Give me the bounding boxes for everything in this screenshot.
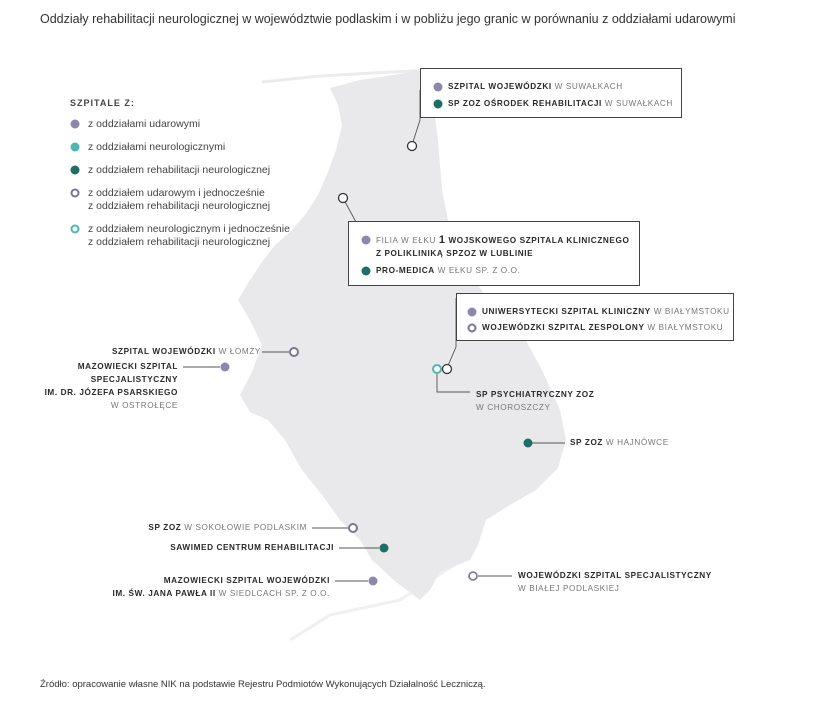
hospital-name: WOJEWÓDZKI SZPITAL ZESPOLONY: [482, 323, 645, 332]
hospital-location: W SIEDLCACH SP. Z O.O.: [218, 589, 330, 598]
legend-item-stroke: [70, 118, 348, 131]
hospital-location: W OSTROŁĘCE: [110, 401, 178, 410]
purple-dot-icon: [433, 82, 443, 92]
label-sawimed: [170, 541, 334, 554]
hospital-name: MAZOWIECKI SZPITAL WOJEWÓDZKI: [163, 576, 330, 585]
hospital-name: IM. ŚW. JANA PAWŁA II: [112, 589, 216, 598]
callout-row: [376, 265, 520, 277]
hospital-name: MAZOWIECKI SZPITAL: [77, 362, 178, 371]
teal-dot-icon: [70, 142, 80, 152]
label-biala: [518, 569, 712, 595]
callout-bialystok: [456, 293, 734, 341]
legend-label: z oddziałem udarowym i jednocześnie: [88, 187, 265, 199]
legend-label: z oddziałami neurologicznymi: [88, 141, 226, 153]
legend-item-rehab: [70, 164, 348, 177]
hospital-location: W EŁKU SP. Z O.O.: [437, 266, 521, 275]
marker-lomza: [290, 348, 298, 356]
hospital-location: W SUWAŁKACH: [554, 82, 623, 91]
marker-ostroleka: [221, 363, 230, 372]
label-ostroleka: [45, 360, 178, 412]
hospital-name: SP ZOZ OŚRODEK REHABILITACJI: [448, 99, 602, 108]
legend-item-neuro: [70, 141, 348, 154]
callout-elk: [348, 221, 640, 286]
purple-dot-icon: [467, 307, 477, 317]
legend-item-neuro-rehab: [70, 223, 348, 249]
legend-label: z oddziałami udarowymi: [88, 118, 201, 130]
purple-dot-icon: [361, 235, 371, 245]
callout-row: [482, 322, 723, 334]
hospital-name: WOJSKOWEGO SZPITALA KLINICZNEGO: [448, 236, 630, 245]
callout-row: [376, 248, 533, 260]
hospital-location: W ŁOMŻY: [218, 347, 261, 356]
hospital-location: W SOKOŁOWIE PODLASKIM: [184, 523, 307, 532]
hospital-name: IM. DR. JÓZEFA PSARSKIEGO: [44, 388, 178, 397]
dark-teal-dot-icon: [70, 165, 80, 175]
hospital-name: PRO-MEDICA: [376, 266, 435, 275]
marker-sokolow: [349, 524, 357, 532]
marker-siedlce: [369, 577, 378, 586]
hospital-branch: FILIA W EŁKU: [376, 236, 436, 245]
hospital-location: W BIAŁYMSTOKU: [647, 323, 724, 332]
dark-teal-dot-icon: [361, 266, 371, 276]
callout-row: [448, 98, 673, 110]
purple-ring-icon: [70, 188, 80, 198]
hospital-name: SZPITAL WOJEWÓDZKI: [111, 347, 216, 356]
marker-biala: [469, 572, 477, 580]
label-siedlce: [113, 574, 330, 600]
legend-item-stroke-rehab: [70, 187, 348, 213]
callout-row: [448, 81, 623, 93]
label-choroszcz: [476, 388, 594, 414]
marker-suwalki: [408, 142, 417, 151]
purple-ring-icon: [467, 323, 477, 333]
hospital-location: W CHOROSZCZY: [476, 403, 551, 412]
marker-bialystok: [443, 365, 452, 374]
legend: [70, 98, 348, 259]
purple-dot-icon: [70, 119, 80, 129]
label-hajnowka: [570, 436, 669, 449]
hospital-name: SP PSYCHIATRYCZNY ZOZ: [476, 390, 595, 399]
hospital-name: SAWIMED CENTRUM REHABILITACJI: [170, 543, 334, 552]
hospital-name: SPECJALISTYCZNY: [90, 375, 178, 384]
hospital-name: SP ZOZ: [148, 523, 182, 532]
hospital-name: SP ZOZ: [570, 438, 604, 447]
legend-label: z oddziałem rehabilitacji neurologicznej: [88, 236, 271, 248]
hospital-location: W SUWAŁKACH: [604, 99, 673, 108]
hospital-number: 1: [438, 234, 446, 246]
legend-heading: SZPITALE Z:: [70, 98, 135, 108]
legend-label: z oddziałem rehabilitacji neurologicznej: [88, 164, 271, 176]
teal-ring-icon: [70, 224, 80, 234]
hospital-location: W BIAŁEJ PODLASKIEJ: [518, 584, 620, 593]
marker-hajnowka: [524, 439, 533, 448]
hospital-name: SZPITAL WOJEWÓDZKI: [448, 82, 552, 91]
source-note: Źródło: opracowanie własne NIK na podstawie Rejestru Podmiotów Wykonujących Działalność Leczniczą.: [40, 679, 486, 690]
callout-suwalki: [420, 68, 682, 118]
hospital-name-cont: Z POLIKLINIKĄ SPZOZ W LUBLINIE: [376, 249, 534, 258]
marker-sawimed: [380, 544, 389, 553]
map-title: Oddziały rehabilitacji neurologicznej w województwie podlaskim i w pobliżu jego granic w porównaniu z oddziałami udarowymi: [40, 12, 736, 26]
hospital-name: UNIWERSYTECKI SZPITAL KLINICZNY: [482, 307, 651, 316]
hospital-location: W HAJNÓWCE: [605, 438, 669, 447]
hospital-name: WOJEWÓDZKI SZPITAL SPECJALISTYCZNY: [518, 571, 712, 580]
hospital-location: W BIAŁYMSTOKU: [653, 307, 730, 316]
label-sokolow: [148, 521, 307, 534]
marker-choroszcz: [433, 365, 441, 373]
dark-teal-dot-icon: [433, 99, 443, 109]
callout-row: [482, 306, 730, 318]
legend-label: z oddziałem rehabilitacji neurologicznej: [88, 200, 271, 212]
legend-label: z oddziałem neurologicznym i jednocześnie: [88, 223, 290, 235]
callout-row: [376, 234, 629, 247]
label-lomza: [112, 345, 261, 358]
